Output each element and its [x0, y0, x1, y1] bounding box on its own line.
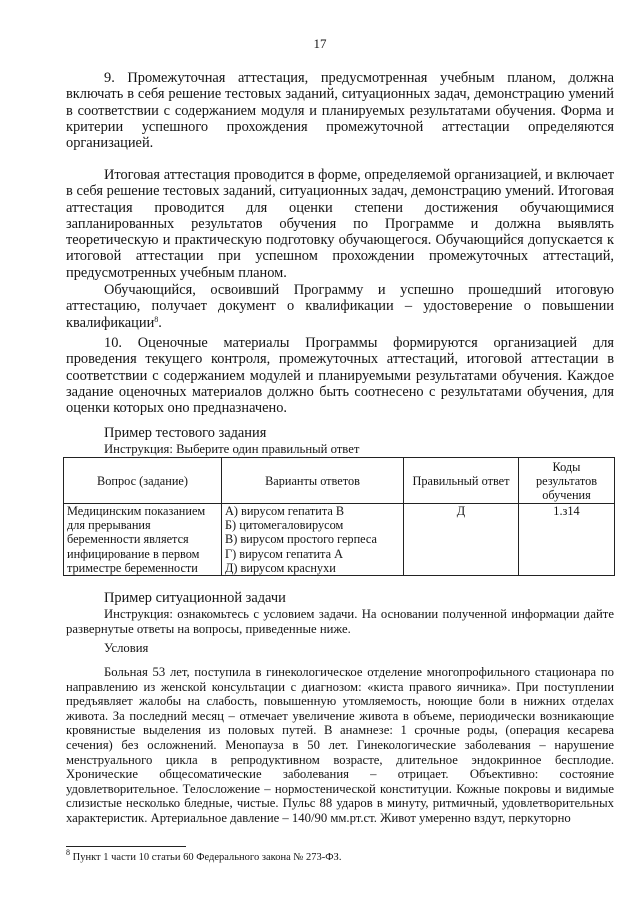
footnote-ref-8: 8 [154, 314, 159, 324]
header-codes-line-2: результатов [535, 473, 598, 488]
result-code-cell: 1.з14 [519, 504, 615, 576]
conditions-text: Больная 53 лет, поступила в гинекологическое отделение многопрофильного стационара по направлению из женской консультации с диагнозом: «киста правого яичника». При поступлении предъявляет жалобы на слабость, повышенную утомляемость, ноющие боли в нижних отделах живота. За последний месяц – отмечает увеличение живота в объеме, периодически возникающие кровянистые выделения из половых путей. В анамнезе: 1 срочные роды, (операция кесарева сечения) без осложнений. Менопауза в 50 лет. Гинекологические заболевания – нарушение менструального цикла в репродуктивном возрасте, длительное эндокринное бесплодие. Хронические общесоматические заболевания – отрицает. Объективно: состояние удовлетворительное. Телосложение – нормостенической конституции. Кожные покровы и видимые слизистые несколько бледные, чистые. Пульс 88 ударов в минуту, ритмичный, удовлетворительных характеристик. Артериальное давление – 140/90 мм.рт.ст. Живот умеренно вздут, перкуторно [66, 665, 614, 825]
footnote [66, 848, 342, 863]
conditions-label: Условия [104, 641, 149, 655]
question-line: Медицинским показанием [67, 504, 206, 518]
test-example-heading: Пример тестового задания [104, 425, 267, 441]
question-line: беременности является [67, 532, 189, 547]
footnote-divider [66, 846, 186, 847]
question-cell [64, 504, 222, 576]
test-example-instruction: Инструкция: Выберите один правильный ответ [104, 442, 360, 456]
test-table-header-row [64, 458, 615, 504]
question-line: для прерывания [67, 518, 151, 533]
paragraph-9: 9. Промежуточная аттестация, предусмотренная учебным планом, должна включать в себя решение тестовых заданий, ситуационных задач, демонстрацию умений в соответствии с содержанием модуля и планируемых результатами обучения. Форма и критерии успешного прохождения промежуточной аттестации определяются организацией. [66, 70, 614, 152]
graduate-end: . [158, 314, 162, 331]
footnote-mark: 8 [66, 848, 70, 857]
situational-example-heading: Пример ситуационной задачи [104, 590, 286, 606]
test-table [63, 457, 615, 576]
paragraph-10: 10. Оценочные материалы Программы формируются организацией для проведения текущего контроля, промежуточных аттестаций, итоговой аттестации в соответствии с содержанием модулей и планируемыми результатами обучения. Каждое задание оценочных материалов должно быть соотнесено с результатами обучения, для оценки которых оно предназначено. [66, 335, 614, 417]
graduate-text: Обучающийся, освоивший Программу и успешно прошедший итоговую аттестацию, получает документ о квалификации – удостоверение о повышении квалификации [66, 282, 614, 331]
header-codes-line-1: Коды [552, 459, 581, 474]
table-row [64, 504, 615, 576]
correct-answer-cell: Д [404, 504, 519, 576]
question-line: инфицирование в первом [67, 546, 200, 561]
footnote-text: Пункт 1 части 10 статьи 60 Федерального закона № 273-ФЗ. [70, 852, 342, 863]
answer-option-d: Д) вирусом краснухи [225, 560, 336, 575]
answer-option-b: Б) цитомегаловирусом [225, 518, 344, 533]
answer-option-v: В) вирусом простого герпеса [225, 532, 377, 547]
header-options: Варианты ответов [222, 458, 404, 504]
paragraph-final-attestation: Итоговая аттестация проводится в форме, определяемой организацией, и включает в себя решение тестовых заданий, ситуационных задач, демонстрацию умений. Итоговая аттестация проводится для оценки степени достижения обучающимися запланированных результатов обучения по Программе и должна выявлять теоретическую и практическую подготовку обучающегося. Обучающийся допускается к итоговой аттестации при успешном прохождении промежуточных аттестаций, предусмотренных учебным планом. [66, 167, 614, 281]
question-line: триместре беременности [67, 560, 198, 575]
header-codes-line-3: обучения [542, 487, 591, 502]
situational-instruction: Инструкция: ознакомьтесь с условием задачи. На основании полученной информации дайте развернутые ответы на вопросы, приведенные ниже. [66, 607, 614, 636]
paragraph-graduate [66, 282, 614, 331]
page-number: 17 [313, 36, 327, 51]
header-correct: Правильный ответ [404, 458, 519, 504]
answer-option-a: А) вирусом гепатита В [225, 504, 345, 518]
header-codes [519, 458, 615, 504]
options-cell [222, 504, 404, 576]
header-question: Вопрос (задание) [64, 458, 222, 504]
answer-option-g: Г) вирусом гепатита А [225, 546, 343, 561]
